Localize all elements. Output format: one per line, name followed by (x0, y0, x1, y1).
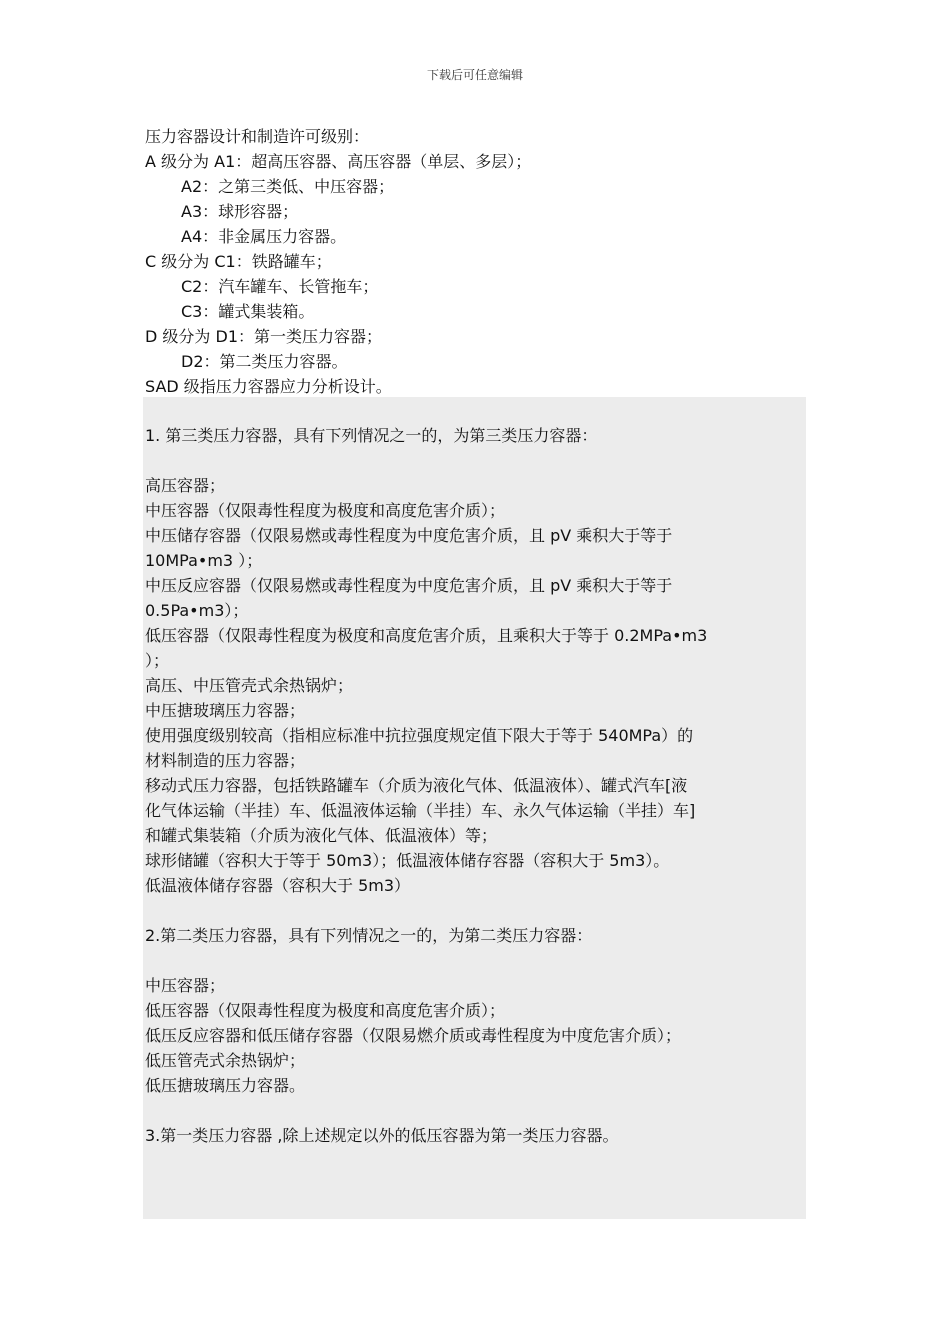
section1-item: 低压容器（仅限毒性程度为极度和高度危害介质，且乘积大于等于 0.2MPa•m3 (145, 626, 708, 645)
intro-line: D2：第二类压力容器。 (181, 352, 348, 371)
section2-item: 低压容器（仅限毒性程度为极度和高度危害介质）； (145, 1001, 506, 1020)
section1-item: 使用强度级别较高（指相应标准中抗拉强度规定值下限大于等于 540MPa）的 (145, 726, 694, 745)
section1-item: ）； (145, 651, 170, 670)
section1-title: 1. 第三类压力容器，具有下列情况之一的，为第三类压力容器： (145, 426, 598, 445)
section1-item: 高压容器； (145, 476, 226, 495)
section1-item: 0.5Pa•m3）； (145, 601, 249, 620)
section1-item: 中压储存容器（仅限易燃或毒性程度为中度危害介质，且 pV 乘积大于等于 (145, 526, 673, 545)
license-levels (145, 124, 825, 399)
section2-title: 2.第二类压力容器，具有下列情况之一的，为第二类压力容器： (145, 926, 593, 945)
intro-line: A3：球形容器； (181, 202, 299, 221)
intro-line: SAD 级指压力容器应力分析设计。 (145, 377, 392, 396)
intro-line: C3：罐式集装箱。 (181, 302, 315, 321)
section1-item: 中压容器（仅限毒性程度为极度和高度危害介质）； (145, 501, 506, 520)
section2-item: 低压管壳式余热锅炉； (145, 1051, 306, 1070)
section1-item: 材料制造的压力容器； (145, 751, 306, 770)
section1-item: 高压、中压管壳式余热锅炉； (145, 676, 354, 695)
section1-item: 和罐式集装箱（介质为液化气体、低温液体）等； (145, 826, 498, 845)
section1-item: 中压反应容器（仅限易燃或毒性程度为中度危害介质，且 pV 乘积大于等于 (145, 576, 673, 595)
section1-item: 移动式压力容器，包括铁路罐车（介质为液化气体、低温液体）、罐式汽车[液 (145, 776, 688, 795)
section1-item: 10MPa•m3 ）； (145, 551, 263, 570)
section1-item: 中压搪玻璃压力容器； (145, 701, 306, 720)
intro-line: A 级分为 A1：超高压容器、高压容器（单层、多层）； (145, 152, 532, 171)
intro-line: A4：非金属压力容器。 (181, 227, 347, 246)
intro-line: 压力容器设计和制造许可级别： (145, 127, 370, 146)
intro-line: A2：之第三类低、中压容器； (181, 177, 395, 196)
page-header: 下载后可任意编辑 (426, 68, 523, 82)
intro-line: C 级分为 C1：铁路罐车； (145, 252, 332, 271)
section2-item: 中压容器； (145, 976, 226, 995)
section3-title: 3.第一类压力容器 ,除上述规定以外的低压容器为第一类压力容器。 (145, 1126, 619, 1145)
section1-item: 化气体运输（半挂）车、低温液体运输（半挂）车、永久气体运输（半挂）车] (145, 801, 696, 820)
vessel-classification (145, 423, 807, 1148)
section1-item: 球形储罐（容积大于等于 50m3）；低温液体储存容器（容积大于 5m3）。 (145, 851, 670, 870)
section1-item: 低温液体储存容器（容积大于 5m3） (145, 876, 411, 895)
intro-line: D 级分为 D1：第一类压力容器； (145, 327, 382, 346)
intro-line: C2：汽车罐车、长管拖车； (181, 277, 379, 296)
section2-item: 低压反应容器和低压储存容器（仅限易燃介质或毒性程度为中度危害介质）； (145, 1026, 682, 1045)
section2-item: 低压搪玻璃压力容器。 (145, 1076, 306, 1095)
